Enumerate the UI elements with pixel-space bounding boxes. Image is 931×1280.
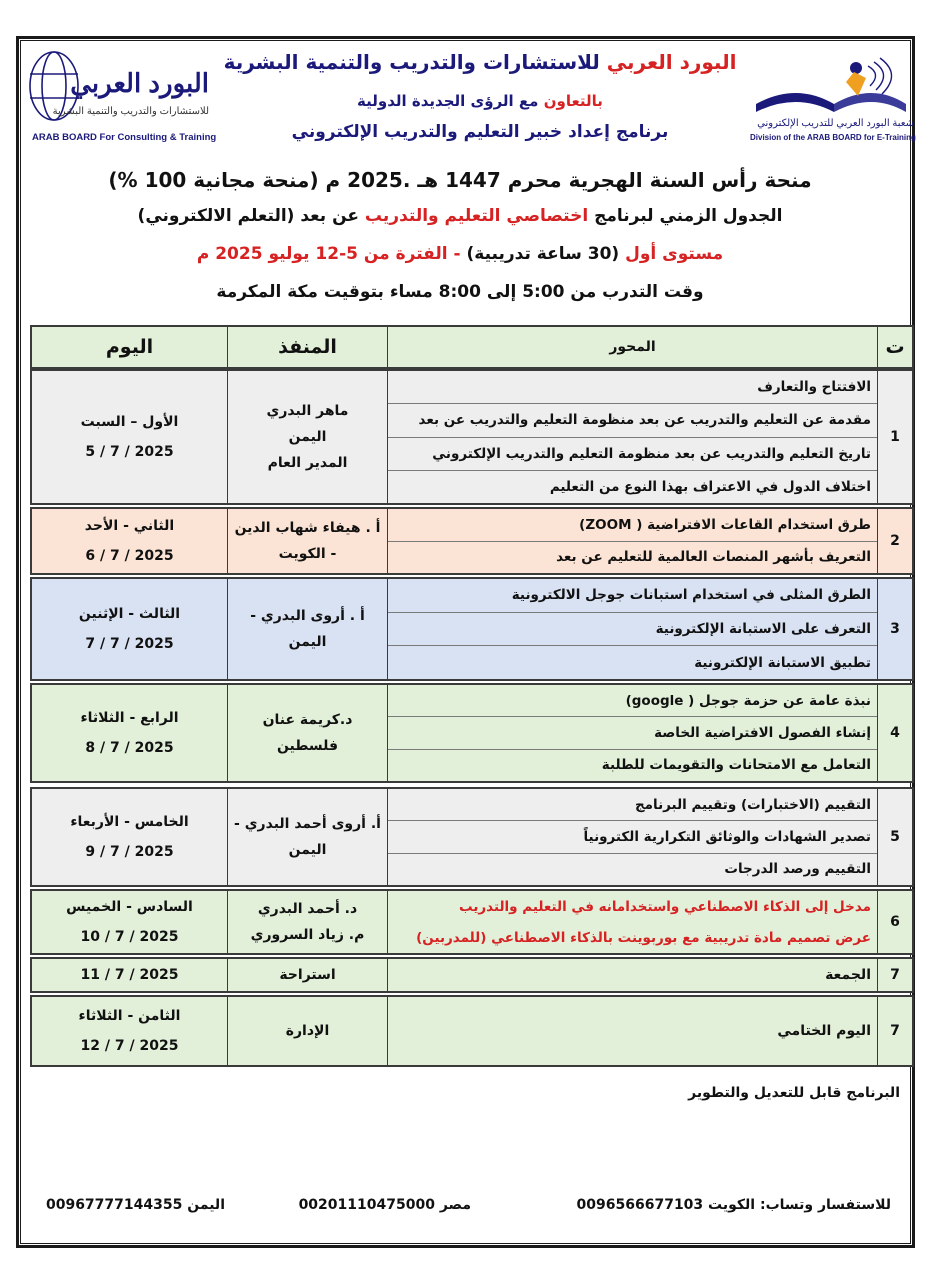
training-time-line: وقت التدرب من 5:00 إلى 8:00 مساء بتوقيت مكة المكرمة xyxy=(216,282,704,302)
row-num: 4 xyxy=(877,685,912,781)
row-day xyxy=(32,371,227,503)
topic-item: مدخل إلى الذكاء الاصطناعي واستخدامانه في التعليم والتدريب xyxy=(459,898,871,915)
row-day: 2025 / 7 / 11 xyxy=(80,967,179,983)
row-topics xyxy=(387,891,877,953)
table-row xyxy=(30,577,914,681)
topic-item: عرض تصميم مادة تدريبية مع بوربوينت بالذكاء الاصطناعي (للمدربين) xyxy=(416,929,871,946)
row-day xyxy=(32,579,227,679)
topic-item: إنشاء الفصول الافتراضية الخاصة xyxy=(388,717,877,749)
topic-item: طرق استخدام القاعات الافتراضية ( ZOOM) xyxy=(388,509,877,542)
row-topics xyxy=(387,685,877,781)
schedule-title-program: اختصاصي التعليم والتدريب xyxy=(364,206,589,226)
contact-egypt: مصر 00201110475000 xyxy=(298,1197,471,1213)
schedule-title-pre: الجدول الزمني لبرنامج xyxy=(594,206,783,226)
row-instructor: استراحة xyxy=(227,959,387,991)
row-topic: اليوم الختامي xyxy=(387,997,877,1065)
table-row xyxy=(30,787,914,887)
day-name: الرابع - الثلاثاء xyxy=(80,710,179,726)
level-name: مستوى أول xyxy=(625,244,724,264)
day-name: الثاني - الأحد xyxy=(84,518,175,534)
day-name: الأول – السبت xyxy=(80,414,179,430)
topic-item: تطبيق الاستبانة الإلكترونية xyxy=(694,654,871,671)
day-name: السادس - الخميس xyxy=(66,899,193,915)
arab-board-logo xyxy=(26,44,216,144)
row-topics xyxy=(387,371,877,503)
row-instructor xyxy=(227,371,387,503)
row-num: 2 xyxy=(877,509,912,573)
header-instructor: المنفذ xyxy=(227,327,387,367)
logo-ar-name: البورد العربي xyxy=(70,68,209,98)
logo-ar-tagline: للاستشارات والتدريب والتنمية البشرية xyxy=(52,106,209,117)
row-day xyxy=(32,685,227,781)
row-day xyxy=(32,789,227,885)
day-name: الثامن - الثلاثاء xyxy=(78,1008,181,1024)
contact-yemen: اليمن 00967777144355 xyxy=(45,1197,225,1213)
schedule-title-post: عن بعد (التعلم الالكتروني) xyxy=(137,206,359,226)
table-row xyxy=(30,683,914,783)
book-logo-icon xyxy=(746,52,916,144)
instructor-line: فلسطين xyxy=(276,738,339,754)
instructor-line: اليمن xyxy=(288,842,327,858)
row-num: 7 xyxy=(877,997,912,1065)
level-period: - الفترة من 5-12 يوليو 2025 م xyxy=(196,244,461,264)
row-num: 7 xyxy=(877,959,912,991)
day-date: 2025 / 7 / 12 xyxy=(80,1038,179,1054)
table-row xyxy=(30,957,914,993)
day-name: الخامس - الأربعاء xyxy=(70,814,189,830)
topic-item: الافتتاح والتعارف xyxy=(388,371,877,404)
topic-item: التعريف بأشهر المنصات العالمية للتعليم عن بعد xyxy=(556,549,871,566)
topic-item: التقييم ورصد الدرجات xyxy=(724,861,871,878)
header-cooperation-rest: مع الرؤى الجديدة الدولية xyxy=(357,92,539,110)
row-topics xyxy=(387,789,877,885)
row-num: 1 xyxy=(877,371,912,503)
day-name: الثالث - الإثنين xyxy=(78,606,181,622)
row-instructor xyxy=(227,891,387,953)
e-training-division-logo xyxy=(746,52,916,144)
contact-kuwait-number: الكويت 0096566677103 xyxy=(576,1197,756,1213)
instructor-line: د.كريمة عنان xyxy=(262,712,353,728)
row-topics xyxy=(387,579,877,679)
instructor-line: اليمن xyxy=(288,429,327,445)
table-row xyxy=(30,889,914,955)
globe-logo-icon xyxy=(26,44,216,144)
day-date: 2025 / 7 / 6 xyxy=(85,548,174,564)
header-brand: البورد العربي xyxy=(606,50,737,74)
contact-label: للاستفسار وتساب: xyxy=(759,1197,891,1213)
program-note: البرنامج قابل للتعديل والتطوير xyxy=(688,1085,900,1101)
table-row xyxy=(30,995,914,1067)
row-topics xyxy=(387,509,877,573)
topic-item: نبذة عامة عن حزمة جوجل ( google) xyxy=(388,685,877,717)
topic-item: اختلاف الدول في الاعتراف بهذا النوع من التعليم xyxy=(549,478,871,495)
table-row xyxy=(30,369,914,505)
contact-kuwait xyxy=(577,1197,891,1213)
header-num: ت xyxy=(877,327,912,367)
instructor-line: أ. أروى أحمد البدري - xyxy=(234,816,381,832)
day-date: 2025 / 7 / 9 xyxy=(85,844,174,860)
instructor-line: المدير العام xyxy=(267,455,348,471)
row-instructor xyxy=(227,509,387,573)
header-org-line xyxy=(220,50,740,74)
table-header-row xyxy=(30,325,914,369)
logo-en-name: ARAB BOARD For Consulting & Training xyxy=(32,132,216,143)
table-row xyxy=(30,507,914,575)
instructor-line: م. زياد السروري xyxy=(250,927,365,943)
instructor-line: د. أحمد البدري xyxy=(257,901,358,917)
instructor-line: اليمن xyxy=(288,634,327,650)
level-hours: (30 ساعة تدريبية) xyxy=(466,244,620,264)
logo-division-ar: شعبة البورد العربي للتدريب الإلكتروني xyxy=(757,118,914,129)
row-num: 5 xyxy=(877,789,912,885)
header-org-rest: للاستشارات والتدريب والتنمية البشرية xyxy=(223,50,600,74)
row-instructor xyxy=(227,789,387,885)
logo-division-en: Division of the ARAB BOARD for E-Training xyxy=(750,133,916,142)
day-date: 2025 / 7 / 10 xyxy=(80,929,179,945)
instructor-line: - الكويت xyxy=(278,546,337,562)
header-cooperation-word: بالتعاون xyxy=(543,92,603,110)
topic-item: التعامل مع الامتحانات والتقويمات للطلبة xyxy=(601,757,871,774)
row-day xyxy=(32,997,227,1065)
header-program-line: برنامج إعداد خبير التعليم والتدريب الإلكتروني xyxy=(291,122,669,142)
row-instructor xyxy=(227,579,387,679)
instructor-line: أ . هيفاء شهاب الدين xyxy=(234,520,381,536)
topic-item: تصدير الشهادات والوثائق التكرارية الكترونياً xyxy=(388,821,877,853)
day-date: 2025 / 7 / 8 xyxy=(85,740,174,756)
row-num: 3 xyxy=(877,579,912,679)
header-day: اليوم xyxy=(105,336,154,358)
topic-item: التقييم (الاختبارات) وتقييم البرنامج xyxy=(388,789,877,821)
day-date: 2025 / 7 / 7 xyxy=(85,636,174,652)
level-line xyxy=(80,244,840,264)
row-day xyxy=(32,509,227,573)
row-topic: الجمعة xyxy=(387,959,877,991)
topic-item: تاريخ التعليم والتدريب عن بعد منظومة التعليم والتدريب الإلكتروني xyxy=(388,438,877,471)
topic-item: الطرق المثلى في استخدام استبانات جوجل الالكترونية xyxy=(388,579,877,613)
topic-item: التعرف على الاستبانة الإلكترونية xyxy=(388,613,877,647)
header-topic: المحور xyxy=(387,327,877,367)
day-date: 2025 / 7 / 5 xyxy=(85,444,174,460)
topic-item: مقدمة عن التعليم والتدريب عن بعد منظومة التعليم والتدريب عن بعد xyxy=(388,404,877,437)
instructor-line: أ . أروى البدري - xyxy=(250,608,365,624)
row-instructor: الإدارة xyxy=(227,997,387,1065)
row-day xyxy=(32,891,227,953)
row-instructor xyxy=(227,685,387,781)
scholarship-title: منحة رأس السنة الهجرية محرم 1447 هـ .2025 م (منحة مجانية 100 %) xyxy=(108,168,812,192)
schedule-title xyxy=(80,206,840,226)
row-num: 6 xyxy=(877,891,912,953)
header-cooperation-line xyxy=(220,92,740,110)
instructor-line: ماهر البدري xyxy=(266,403,349,419)
